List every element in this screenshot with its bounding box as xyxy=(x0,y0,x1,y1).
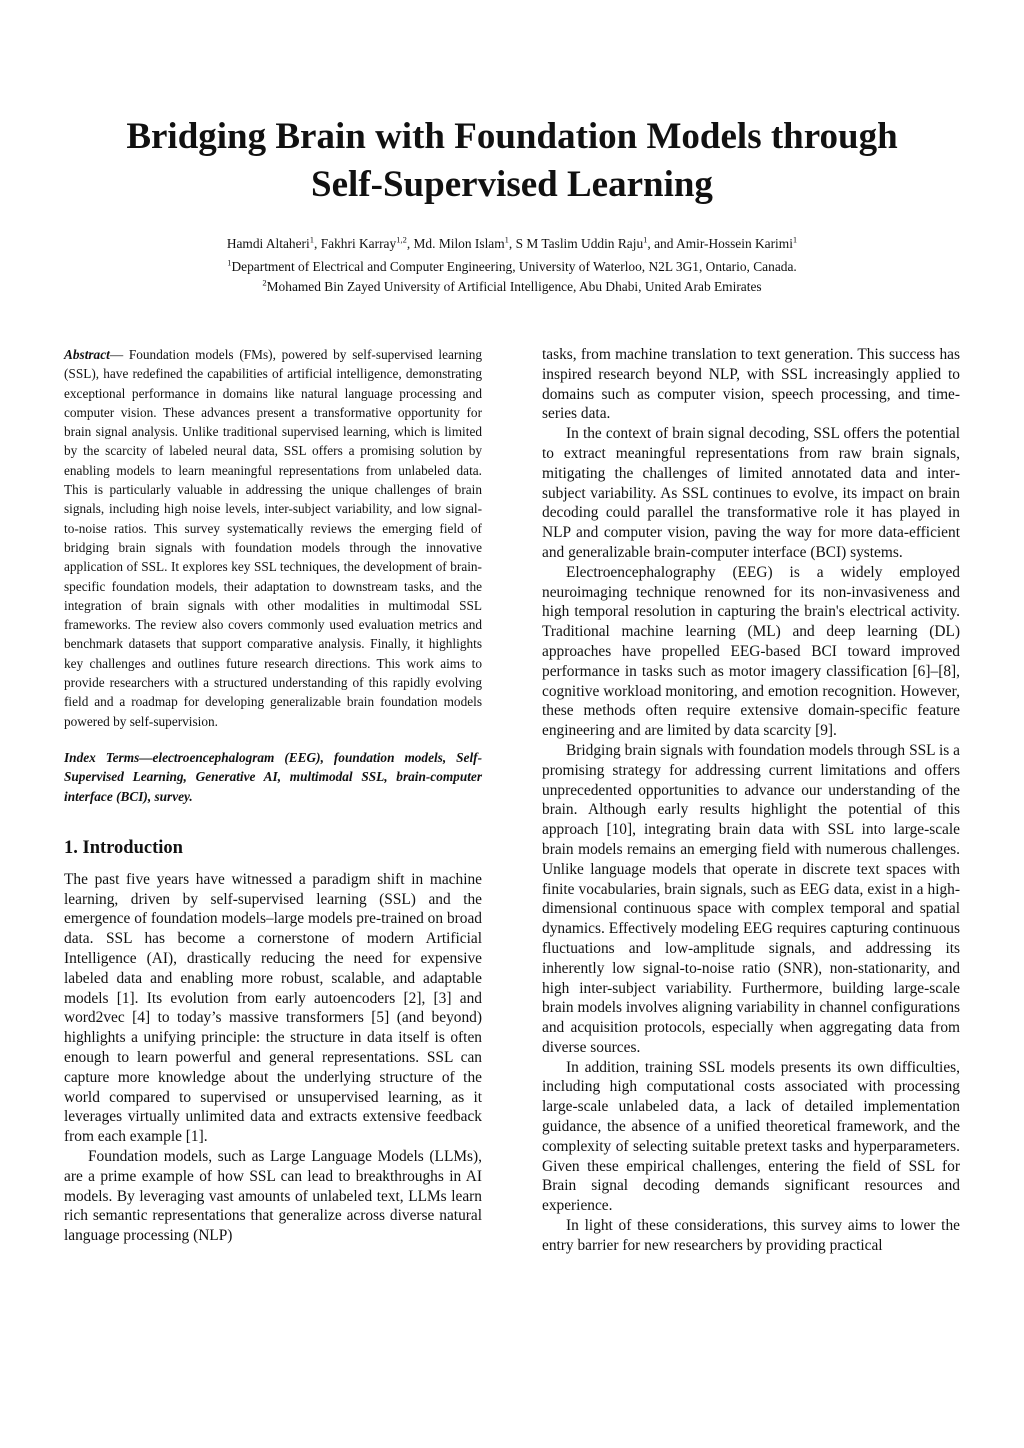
author-name: Amir-Hossein Karimi xyxy=(676,236,793,251)
author-affiliation-mark: 1 xyxy=(309,234,314,245)
paper-title xyxy=(60,113,964,209)
affiliation-mark: 2 xyxy=(262,277,267,288)
section-heading-introduction: 1. Introduction xyxy=(64,837,183,858)
body-paragraph: In light of these considerations, this survey aims to lower the entry barrier for new researchers by providing practical xyxy=(542,1217,960,1254)
abstract-text: — Foundation models (FMs), powered by self-supervised learning (SSL), have redefined the capabilities of artificial intelligence, demonstrating exceptional performance in domains like natural language processing and computer vision. These advances present a transformative opportunity for brain signal analysis. Unlike traditional supervised learning, which is limited by the scarcity of labeled neural data, SSL offers a promising solution by enabling models to learn meaningful representations from unlabeled data. This is particularly valuable in addressing the unique challenges of brain signals, including high noise levels, inter-subject variability, and low signal-to-noise ratios. This survey systematically reviews the emerging field of bridging brain signals with foundation models through the innovative application of SSL. It explores key SSL techniques, the development of brain-specific foundation models, their adaptation to downstream tasks, and the integration of brain signals with other modalities in multimodal SSL frameworks. The review also covers commonly used evaluation metrics and benchmark datasets that support comparative analysis. Finally, it highlights key challenges and outlines future research directions. This work aims to provide researchers with a structured understanding of this rapidly evolving field and a roadmap for developing generalizable brain foundation models powered by self-supervision. xyxy=(64,347,482,729)
body-paragraph: The past five years have witnessed a paradigm shift in machine learning, driven by self-supervised learning (SSL) and the emergence of foundation models–large models pre-trained on broad data. SSL has become a cornerstone of modern Artificial Intelligence (AI), drastically reducing the need for expensive labeled data and enabling more robust, scalable, and adaptable models [1]. Its evolution from early autoencoders [2], [3] and word2vec [4] to today’s massive transformers [5] (and beyond) highlights a unifying principle: the structure in data itself is often enough to learn powerful and general representations. SSL can capture more knowledge about the underlying structure of the world compared to supervised or unsupervised learning, as it leverages virtually unlimited data and extracts extensive feedback from each example [1]. xyxy=(64,870,482,1146)
body-paragraph: In addition, training SSL models presents its own difficulties, including high computational costs associated with processing large-scale unlabeled data, a lack of detailed implementation guidance, the absence of a unified theoretical framework, and the complexity of selecting suitable pretext tasks and hyperparameters. Given these empirical challenges, entering the field of SSL for Brain signal decoding demands significant resources and experience. xyxy=(542,1058,960,1215)
affiliation-text: Mohamed Bin Zayed University of Artificial Intelligence, Abu Dhabi, United Arab Emirates xyxy=(266,279,762,294)
affiliation-mark: 1 xyxy=(227,257,232,268)
right-column xyxy=(542,345,960,1256)
author-separator: , xyxy=(508,236,516,251)
author-affiliation-mark: 1,2 xyxy=(396,234,407,245)
title-line-2: Self-Supervised Learning xyxy=(311,164,713,205)
body-paragraph: In the context of brain signal decoding, SSL offers the potential to extract meaningful representations from raw brain signals, mitigating the challenges of limited annotated data and inter-subject variability. As SSL continues to evolve, its impact on brain decoding could parallel the transformative role it has played in NLP and computer vision, paving the way for more data-efficient and generalizable brain-computer interface (BCI) systems. xyxy=(542,425,960,561)
index-terms: Index Terms—electroencephalogram (EEG), foundation models, Self-Supervised Learning, Generative AI, multimodal SSL, brain-computer interface (BCI), survey. xyxy=(64,749,482,804)
author-affiliation-mark: 1 xyxy=(643,234,648,245)
affiliation-2 xyxy=(40,278,984,296)
author-affiliation-mark: 1 xyxy=(792,234,798,245)
body-paragraph: Foundation models, such as Large Language Models (LLMs), are a prime example of how SSL can lead to breakthroughs in AI models. By leveraging vast amounts of unlabeled text, LLMs learn rich semantic representations that generalize across diverse natural language processing (NLP) xyxy=(64,1147,482,1245)
author-name: Fakhri Karray xyxy=(320,236,397,251)
left-column xyxy=(64,345,482,1246)
author-name: Md. Milon Islam xyxy=(413,236,505,251)
author-list xyxy=(40,235,984,253)
affiliation-text: Department of Electrical and Computer Engineering, University of Waterloo, N2L 3G1, Ontario, Canada. xyxy=(231,259,797,274)
author-name: S M Taslim Uddin Raju xyxy=(515,236,644,251)
author-separator: , and xyxy=(647,236,677,251)
author-name: Hamdi Altaheri xyxy=(226,236,310,251)
body-paragraph: Electroencephalography (EEG) is a widely employed neuroimaging technique renowned for its non-invasiveness and high temporal resolution in capturing the brain's electrical activity. Traditional machine learning (ML) and deep learning (DL) approaches have propelled EEG-based BCI toward improved performance in tasks such as motor imagery classification [6]–[8], cognitive workload monitoring, and emotion recognition. However, these methods often require extensive domain-specific feature engineering and are limited by data scarcity [9]. xyxy=(542,563,960,740)
abstract xyxy=(64,345,482,731)
body-paragraph: tasks, from machine translation to text generation. This success has inspired research beyond NLP, with SSL increasingly applied to domains such as computer vision, speech processing, and time-series data. xyxy=(542,346,960,423)
author-separator: , xyxy=(314,236,321,251)
body-paragraph: Bridging brain signals with foundation models through SSL is a promising strategy for addressing current limitations and offers unprecedented opportunities to advance our understanding of the brain. Although early results highlight the potential of this approach [10], integrating brain data with SSL into large-scale brain models remains an emerging field with numerous challenges. Unlike language models that operate in discrete text spaces with finite vocabularies, brain signals, such as EEG data, exist in a high-dimensional continuous space with complex temporal and spatial dynamics. Effectively modeling EEG requires capturing continuous fluctuations and low-amplitude signals, and addressing its inherently low signal-to-noise ratio (SNR), non-stationarity, and high inter-subject variability. Furthermore, building large-scale brain models involves aligning variability in channel configurations and acquisition protocols, especially when aggregating data from diverse sources. xyxy=(542,741,960,1056)
affiliation-1 xyxy=(40,258,984,276)
abstract-label: Abstract xyxy=(64,347,110,362)
author-affiliation-mark: 1 xyxy=(504,234,509,245)
title-line-1: Bridging Brain with Foundation Models through xyxy=(126,116,898,157)
author-separator: , xyxy=(406,236,414,251)
